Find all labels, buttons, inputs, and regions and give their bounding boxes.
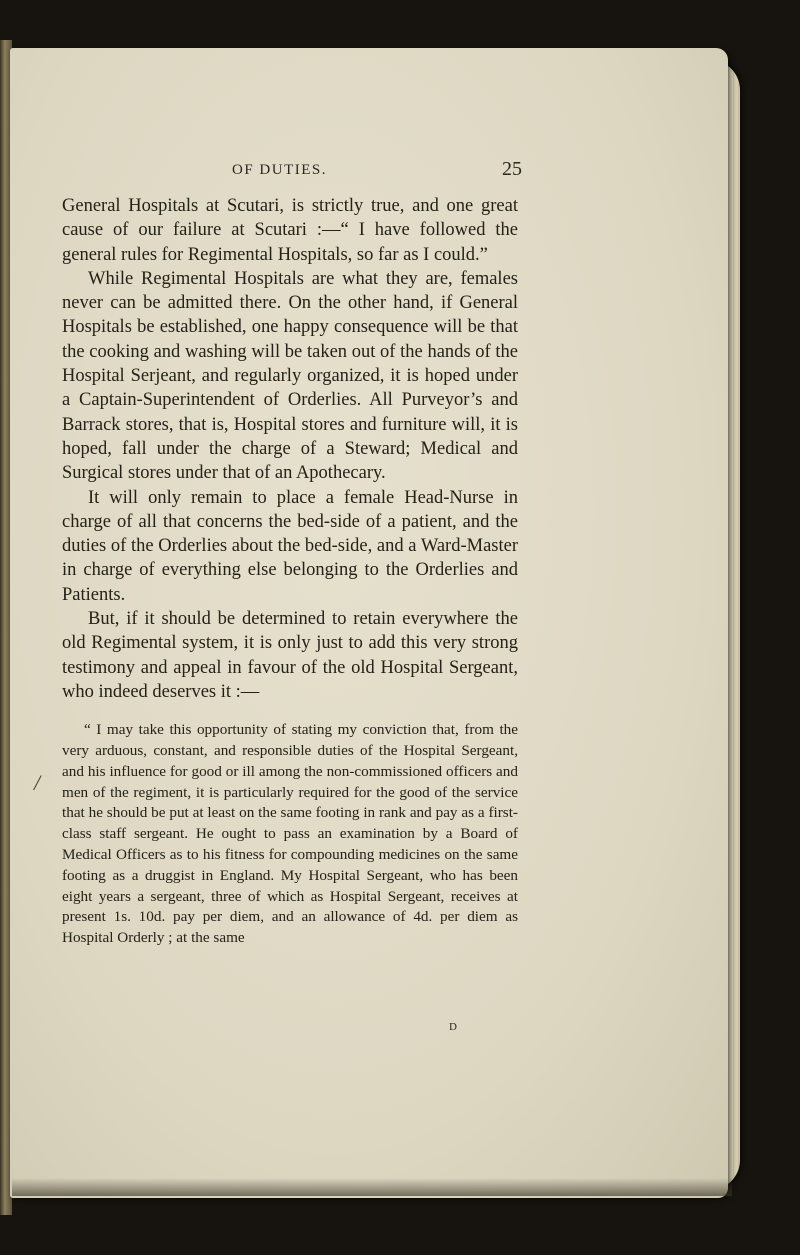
page-number: 25 [502, 158, 522, 180]
paragraph-4: But, if it should be determined to retain everywhere the old Regimental system, it is only just to add this very strong testimony and appeal in favour of the old Hospital Sergeant, who indeed deserves it :— [62, 609, 518, 702]
margin-mark: / [34, 770, 41, 795]
paragraph-2: While Regimental Hospitals are what they are, females never can be admitted there. On the other hand, if General Hospitals be established, one happy consequence will be that the cooking and washing will be taken out of the hands of the Hospital Serjeant, and regularly organized, it is hoped under a Captain-Superintendent of Orderlies. All Purveyor’s and Barrack stores, that is, Hospital stores and furniture will, it is hoped, fall under the charge of a Steward; Medical and Surgical stores under that of an Apothecary. [62, 268, 518, 484]
paragraph-1: General Hospitals at Scutari, is strictly true, and one great cause of our failure at Scutari :—“ I have followed the general rules for Regimental Hospitals, so far as I could.” [62, 196, 518, 265]
paragraph-3: It will only remain to place a female Head-Nurse in charge of all that concerns the bed-side of a patient, and the duties of the Orderlies about the bed-side, and a Ward-Master in charge of everything else belonging to the Orderlies and Patients. [62, 487, 518, 605]
block-quote: “ I may take this opportunity of stating my conviction that, from the very arduous, constant, and responsible duties of the Hospital Sergeant, and his influence for good or ill among the non-commissioned officers and men of the regiment, it is particularly required for the good of the service that he should be put at least on the same footing in rank and pay as a first-class staff sergeant. He ought to pass an examination by a Board of Medical Officers as to his fitness for compounding medicines on the same footing as a druggist in England. My Hospital Sergeant, who has been eight years a sergeant, three of which as Hospital Sergeant, receives at present 1s. 10d. pay per diem, and an allowance of 4d. per diem as Hospital Orderly ; at the same [62, 721, 518, 947]
running-head: OF DUTIES. [232, 162, 328, 178]
signature-mark: D [449, 1021, 458, 1033]
page-bottom-shadow [12, 1178, 732, 1196]
page-header [62, 160, 522, 186]
body-text [62, 194, 518, 949]
